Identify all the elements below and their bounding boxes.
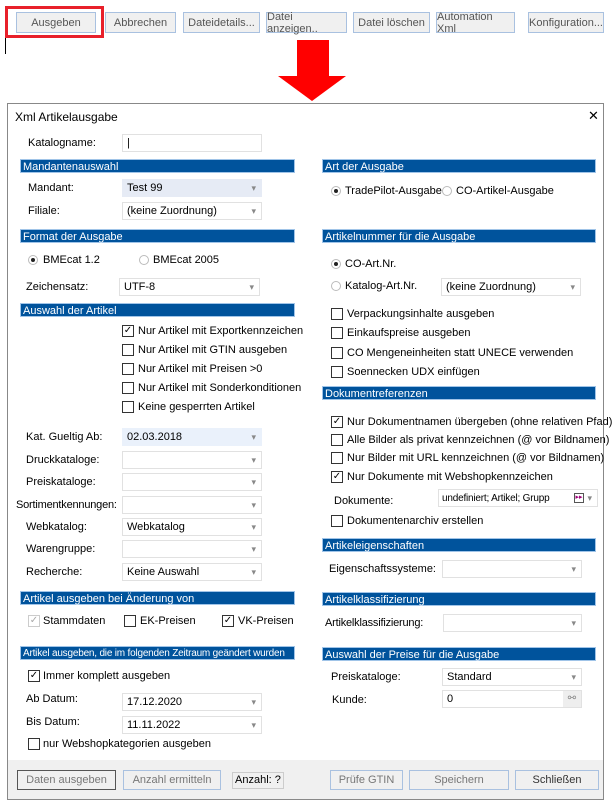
checkbox-gesperrt[interactable] [122, 401, 134, 413]
eigenschaftssysteme-label: Eigenschaftssysteme: [329, 563, 436, 575]
druckkataloge-select[interactable] [122, 451, 262, 469]
checkbox-webshopkennzeichen[interactable]: ✓ [332, 471, 342, 482]
anzahl-ermitteln-button[interactable]: Anzahl ermitteln [123, 770, 221, 790]
section-preise: Auswahl der Preise für die Ausgabe [322, 647, 596, 661]
checkbox-sonderkonditionen[interactable] [122, 382, 134, 394]
field-label: Recherche: [26, 566, 83, 578]
filiale-label: Filiale: [28, 205, 60, 217]
eigenschaftssysteme-select[interactable] [442, 560, 582, 578]
checkbox-ek-preisen[interactable] [124, 615, 136, 627]
checkbox-bilder-privat[interactable] [331, 434, 343, 446]
katalogname-label: Katalogname: [28, 137, 96, 149]
checkbox-stammdaten: ✓ [29, 615, 39, 626]
konfiguration-button[interactable]: Konfiguration... [528, 12, 604, 33]
vk-preisen-label: VK-Preisen [238, 615, 294, 627]
datei-loeschen-button[interactable]: Datei löschen [353, 12, 430, 33]
checkbox-label: Nur Dokumentnamen übergeben (ohne relativen Pfad) [347, 416, 613, 428]
checkbox-label: CO Mengeneinheiten statt UNECE verwenden [347, 347, 574, 359]
checkbox-bilder-url[interactable] [331, 452, 343, 464]
section-aenderung: Artikel ausgeben bei Änderung von [20, 591, 295, 605]
checkbox-verpackung[interactable] [331, 308, 343, 320]
section-zeitraum: Artikel ausgeben, die im folgenden Zeitraum geändert wurden [20, 646, 295, 660]
ausgeben-button[interactable]: Ausgeben [16, 12, 96, 33]
checkbox-webshopkategorien[interactable] [28, 738, 40, 750]
field-label: Preiskataloge: [26, 476, 96, 488]
checkbox-label: Alle Bilder als privat kennzeichnen (@ vor Bildnamen) [347, 434, 610, 446]
checkbox-label: Keine gesperrten Artikel [138, 401, 255, 413]
automation-xml-button[interactable]: Automation Xml [436, 12, 515, 33]
daten-ausgeben-button[interactable]: Daten ausgeben [17, 770, 116, 790]
preiskataloge-label: Preiskataloge: [331, 671, 401, 683]
ek-preisen-label: EK-Preisen [140, 615, 196, 627]
webkatalog-select[interactable]: Webkatalog ▾ [122, 518, 262, 536]
checkbox-vk-preisen[interactable]: ✓ [223, 615, 233, 626]
ab-datum-datepicker[interactable]: 17.12.2020 ▾ [122, 693, 262, 711]
kunde-input[interactable]: 0 [442, 690, 582, 708]
arrow-head-icon [278, 76, 346, 101]
arrow-down-icon [297, 40, 329, 76]
preiskataloge-right-select[interactable]: Standard ▾ [442, 668, 582, 686]
checkbox-label: Nur Dokumente mit Webshopkennzeichen [347, 471, 553, 483]
field-label: Kat. Gueltig Ab: [26, 431, 103, 443]
katalog-artnr-select[interactable]: (keine Zuordnung) ▾ [441, 278, 581, 296]
checkbox-dokumentnamen[interactable]: ✓ [332, 416, 342, 427]
checkbox-label: Verpackungsinhalte ausgeben [347, 308, 495, 320]
anzahl-label: Anzahl: ? [232, 772, 284, 789]
bmecat2005-label: BMEcat 2005 [153, 254, 220, 266]
binoculars-icon[interactable]: ⚯ [563, 691, 581, 707]
pruefe-gtin-button[interactable]: Prüfe GTIN [330, 770, 403, 790]
dokumente-value: undefiniert; Artikel; Grupp [442, 493, 550, 504]
checkbox-label: Einkaufspreise ausgeben [347, 327, 471, 339]
checkbox-einkaufspreise[interactable] [331, 327, 343, 339]
co-artnr-radio[interactable] [331, 259, 341, 269]
checkbox-label: Nur Bilder mit URL kennzeichnen (@ vor Bildnamen) [347, 452, 605, 464]
datei-anzeigen-button[interactable]: Datei anzeigen.. [266, 12, 347, 33]
section-artikelklassifizierung: Artikelklassifizierung [322, 592, 596, 606]
katalog-artnr-label: Katalog-Art.Nr. [345, 280, 418, 292]
mandant-label: Mandant: [28, 182, 74, 194]
checkbox-label: Nur Artikel mit Preisen >0 [138, 363, 263, 375]
bmecat2005-radio[interactable] [139, 255, 149, 265]
checkbox-label: Dokumentenarchiv erstellen [347, 515, 484, 527]
bmecat12-radio[interactable] [28, 255, 38, 265]
sortimentkennungen-select[interactable] [122, 496, 262, 514]
section-mandantenauswahl: Mandantenauswahl [20, 159, 295, 173]
kat-gueltig-ab-datepicker[interactable]: 02.03.2018 ▾ [122, 428, 262, 446]
preiskataloge-select[interactable] [122, 473, 262, 491]
warengruppe-select[interactable] [122, 540, 262, 558]
bis-datum-datepicker[interactable]: 11.11.2022 ▾ [122, 716, 262, 734]
co-artnr-label: CO-Art.Nr. [345, 258, 397, 270]
checkbox-immer-komplett[interactable]: ✓ [29, 670, 39, 681]
divider [5, 38, 6, 54]
checkbox-label: Nur Artikel mit GTIN ausgeben [138, 344, 288, 356]
webshopkategorien-label: nur Webshopkategorien ausgeben [43, 738, 211, 750]
recherche-select[interactable]: Keine Auswahl ▾ [122, 563, 262, 581]
checkbox-label: Soennecken UDX einfügen [347, 366, 480, 378]
checkbox-dokumentenarchiv[interactable] [331, 515, 343, 527]
section-artikeleigenschaften: Artikeleigenschaften [322, 538, 596, 552]
mandant-select[interactable]: Test 99 ▾ [122, 179, 262, 197]
dialog-title: Xml Artikelausgabe [15, 110, 118, 124]
checkbox-gtin[interactable] [122, 344, 134, 356]
artikelklassifizierung-select[interactable] [443, 614, 582, 632]
tradepilot-label: TradePilot-Ausgabe [345, 185, 442, 197]
close-icon[interactable]: ✕ [588, 108, 599, 123]
dokumente-label: Dokumente: [334, 495, 394, 507]
zeichensatz-select[interactable]: UTF-8 ▾ [119, 278, 260, 296]
field-label: Druckkataloge: [26, 454, 100, 466]
checkbox-label: Nur Artikel mit Exportkennzeichen [138, 325, 304, 337]
stammdaten-label: Stammdaten [43, 615, 106, 627]
dokumente-select[interactable] [438, 489, 598, 507]
section-artikelnummer: Artikelnummer für die Ausgabe [322, 229, 596, 243]
checkbox-exportkennzeichen[interactable]: ✓ [123, 325, 133, 336]
checkbox-label: Nur Artikel mit Sonderkonditionen [138, 382, 302, 394]
co-artikel-radio[interactable] [442, 186, 452, 196]
katalog-artnr-radio[interactable] [331, 281, 341, 291]
section-auswahl-artikel: Auswahl der Artikel [20, 303, 295, 317]
schliessen-button[interactable]: Schließen [515, 770, 599, 790]
dateidetails-button[interactable]: Dateidetails... [183, 12, 260, 33]
bis-datum-label: Bis Datum: [26, 716, 80, 728]
co-artikel-label: CO-Artikel-Ausgabe [456, 185, 554, 197]
tradepilot-radio[interactable] [331, 186, 341, 196]
kunde-label: Kunde: [332, 694, 367, 706]
artikelklassifizierung-label: Artikelklassifizierung: [325, 617, 424, 629]
section-dokumentreferenzen: Dokumentreferenzen [322, 386, 596, 400]
field-label: Sortimentkennungen: [16, 499, 117, 511]
fast-forward-icon[interactable]: ▸▸ [575, 494, 583, 501]
field-label: Warengruppe: [26, 543, 96, 555]
filiale-select[interactable]: (keine Zuordnung) ▾ [122, 202, 262, 220]
immer-komplett-label: Immer komplett ausgeben [43, 670, 171, 682]
zeichensatz-label: Zeichensatz: [26, 281, 89, 293]
katalogname-input[interactable]: | [122, 134, 262, 152]
abbrechen-button[interactable]: Abbrechen [105, 12, 176, 33]
section-art-der-ausgabe: Art der Ausgabe [322, 159, 596, 173]
checkbox-udx[interactable] [331, 366, 343, 378]
section-format: Format der Ausgabe [20, 229, 295, 243]
checkbox-preisen[interactable] [122, 363, 134, 375]
checkbox-mengeneinheiten[interactable] [331, 347, 343, 359]
bmecat12-label: BMEcat 1.2 [43, 254, 100, 266]
field-label: Webkatalog: [26, 521, 87, 533]
highlight-box [5, 6, 104, 38]
speichern-button[interactable]: Speichern [409, 770, 509, 790]
ab-datum-label: Ab Datum: [26, 693, 78, 705]
